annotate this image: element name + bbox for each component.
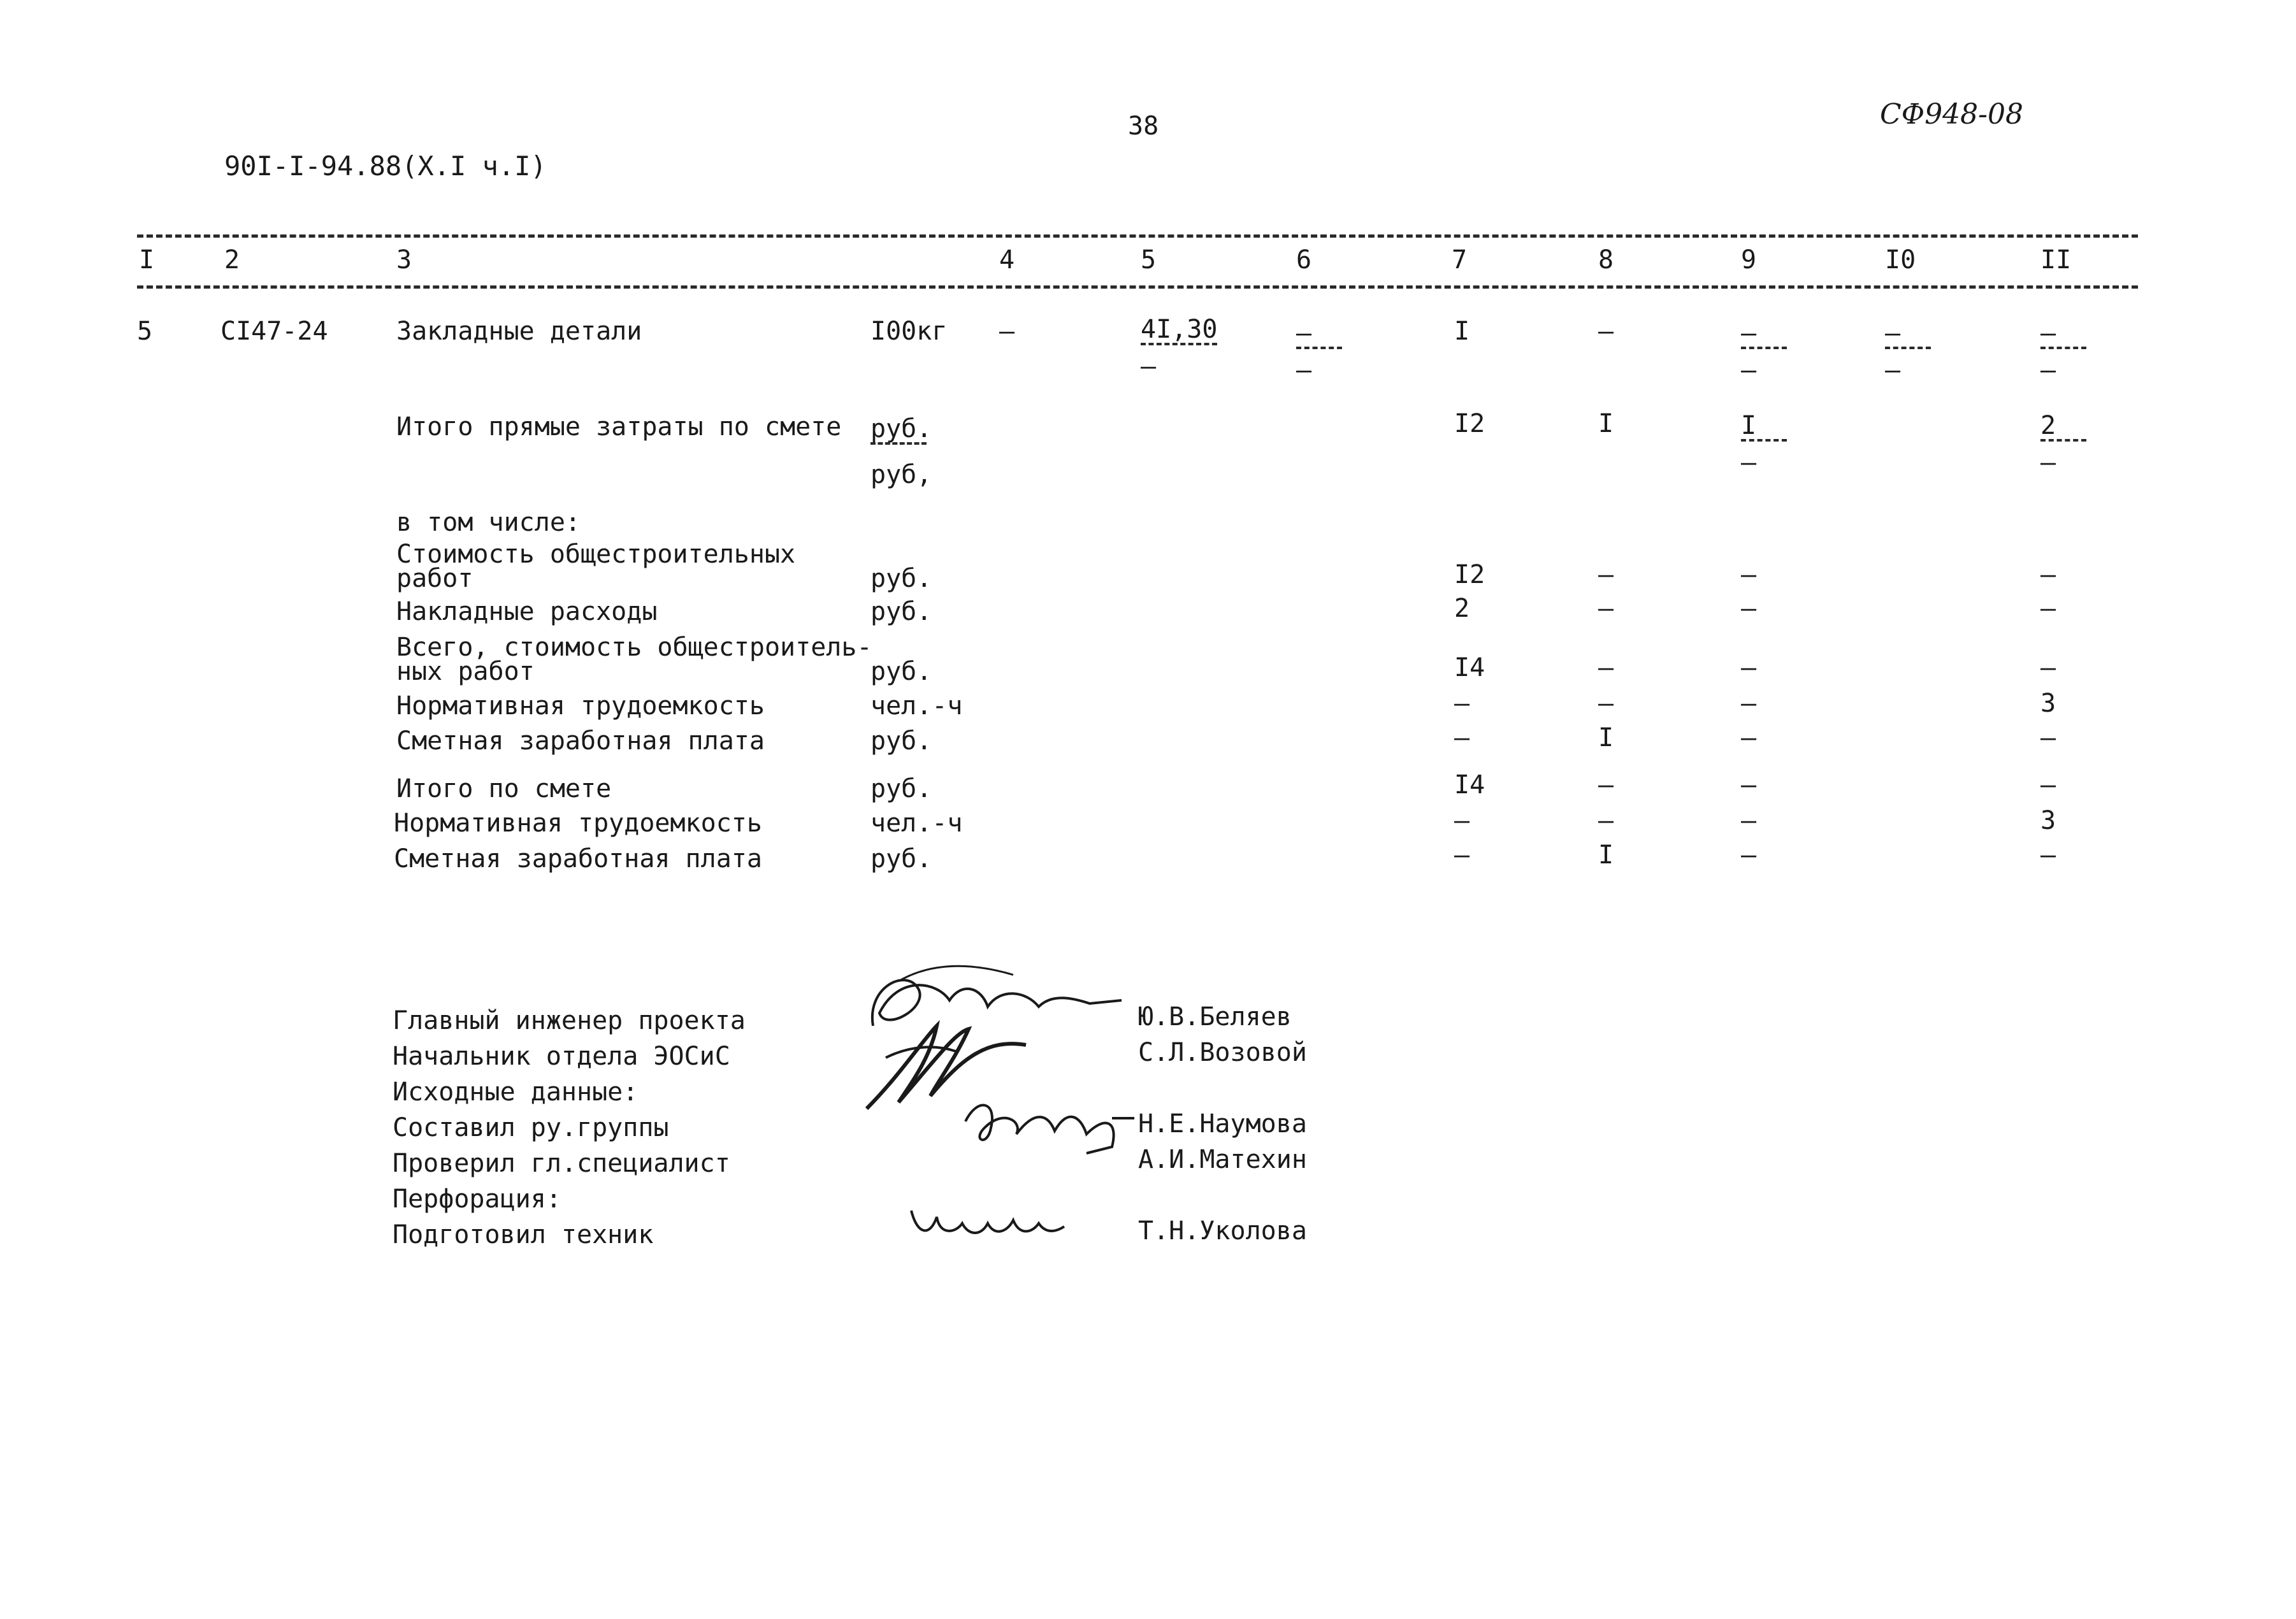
header-bottom-rule: [137, 285, 2138, 289]
handwritten-signature-3: [959, 1090, 1137, 1162]
row-col11: –: [2040, 594, 2056, 623]
signature-role: Начальник отдела ЭОСиС: [393, 1042, 730, 1071]
column-header: 5: [1141, 245, 1157, 275]
row-col11: –: [2040, 653, 2056, 682]
column-header: I: [139, 245, 155, 275]
signature-name: С.Л.Возовой: [1138, 1038, 1307, 1067]
column-header: II: [2040, 245, 2072, 275]
row-unit: руб.: [870, 726, 932, 756]
fraction-bar: [1885, 347, 1931, 349]
row-col9: –: [1741, 689, 1757, 718]
column-header: 3: [396, 245, 412, 275]
cell-col11-num: 2: [2040, 411, 2056, 440]
signature-name: Т.Н.Уколова: [1138, 1216, 1307, 1246]
cell-col7: I: [1454, 317, 1470, 346]
signature-role: Исходные данные:: [393, 1077, 639, 1107]
signature-role: Перфорация:: [393, 1184, 561, 1214]
fraction-bar: [1741, 347, 1787, 349]
row-col7: I4: [1454, 653, 1485, 682]
signature-role: Подготовил техник: [393, 1220, 654, 1249]
cell-col4: –: [999, 317, 1015, 346]
column-header: 4: [999, 245, 1015, 275]
row-label: Накладные расходы: [396, 597, 658, 626]
signature-name: А.И.Матехин: [1138, 1145, 1307, 1174]
row-col8: I: [1598, 840, 1614, 870]
row-col7: –: [1454, 723, 1470, 752]
cell-col11-num: –: [2040, 319, 2056, 348]
cell-col9-num: –: [1741, 319, 1757, 348]
signature-scribble-icon: [905, 1198, 1071, 1249]
row-col9: –: [1741, 723, 1757, 752]
cell-col6-den: –: [1296, 356, 1312, 385]
cell-col11-den: –: [2040, 356, 2056, 385]
row-label: Всего, стоимость общестроитель-: [396, 633, 872, 662]
column-header: 7: [1452, 245, 1468, 275]
fraction-bar: [1741, 439, 1787, 442]
fraction-bar: [1296, 347, 1342, 349]
archive-stamp: СФ948-08: [1880, 98, 2024, 131]
row-unit: руб.: [870, 657, 932, 686]
signature-scribble-icon: [959, 1090, 1137, 1160]
row-label: Сметная заработная плата: [394, 844, 762, 874]
cell-col9-den: –: [1741, 356, 1757, 385]
row-col7: –: [1454, 806, 1470, 835]
including-label: в том числе:: [396, 508, 581, 537]
handwritten-signature-4: [905, 1198, 1071, 1251]
row-col8: –: [1598, 806, 1614, 835]
fraction-bar: [1141, 343, 1217, 345]
row-col7: I2: [1454, 560, 1485, 589]
column-header: 9: [1741, 245, 1757, 275]
fraction-bar: [870, 442, 927, 445]
row-label: Нормативная трудоемкость: [394, 809, 762, 838]
page-number: 38: [1128, 112, 1159, 141]
row-col11: –: [2040, 840, 2056, 870]
row-col9: –: [1741, 806, 1757, 835]
row-unit: руб.: [870, 774, 932, 803]
row-label-cont: ных работ: [396, 657, 535, 686]
row-label: Нормативная трудоемкость: [396, 691, 765, 721]
row-label: Итого по смете: [396, 774, 612, 803]
row-col9: –: [1741, 770, 1757, 800]
row-col7: I4: [1454, 770, 1485, 800]
cell-col10-den: –: [1885, 356, 1901, 385]
column-header: I0: [1885, 245, 1916, 275]
cell-col11-den: –: [2040, 448, 2056, 477]
row-col9: –: [1741, 840, 1757, 870]
row-col11: 3: [2040, 689, 2056, 718]
document-code: 90I-I-94.88(X.I ч.I): [224, 150, 547, 182]
row-unit: руб.: [870, 844, 932, 874]
cell-no: 5: [137, 317, 153, 346]
signature-role: Главный инженер проекта: [393, 1006, 746, 1035]
signature-role: Проверил гл.специалист: [393, 1149, 730, 1178]
cell-col6-num: –: [1296, 319, 1312, 348]
signature-name: Н.Е.Наумова: [1138, 1109, 1307, 1139]
header-top-rule: [137, 234, 2138, 238]
row-col9: –: [1741, 560, 1757, 589]
row-unit: руб.: [870, 564, 932, 593]
signature-role: Составил ру.группы: [393, 1113, 669, 1142]
column-header: 6: [1296, 245, 1312, 275]
row-col11: –: [2040, 723, 2056, 752]
signature-name: Ю.В.Беляев: [1138, 1002, 1292, 1032]
row-col11: 3: [2040, 806, 2056, 835]
row-unit: чел.-ч: [870, 691, 963, 721]
cell-col7: I2: [1454, 409, 1485, 438]
row-col7: –: [1454, 689, 1470, 718]
cell-unit-den: руб,: [870, 460, 932, 489]
cell-code: СI47-24: [220, 317, 328, 346]
column-header: 8: [1598, 245, 1614, 275]
row-col8: –: [1598, 689, 1614, 718]
row-col8: –: [1598, 653, 1614, 682]
cell-name: Закладные детали: [396, 317, 642, 346]
fraction-bar: [2040, 347, 2086, 349]
row-label: Стоимость общестроительных: [396, 540, 796, 569]
column-header: 2: [224, 245, 240, 275]
fraction-bar: [2040, 439, 2086, 442]
row-label: Сметная заработная плата: [396, 726, 765, 756]
cell-col8: I: [1598, 409, 1614, 438]
cell-col5-den: –: [1141, 352, 1157, 381]
row-col7: 2: [1454, 594, 1470, 623]
row-col7: –: [1454, 840, 1470, 870]
cell-unit-num: руб.: [870, 414, 932, 443]
cell-label: Итого прямые затраты по смете: [396, 412, 842, 442]
row-unit: руб.: [870, 597, 932, 626]
cell-unit: I00кг: [870, 317, 948, 346]
row-col8: –: [1598, 594, 1614, 623]
row-label-cont: работ: [396, 564, 473, 593]
row-col9: –: [1741, 594, 1757, 623]
row-unit: чел.-ч: [870, 809, 963, 838]
row-col8: I: [1598, 723, 1614, 752]
cell-col9-num: I: [1741, 411, 1757, 440]
row-col8: –: [1598, 770, 1614, 800]
row-col11: –: [2040, 560, 2056, 589]
cell-col9-den: –: [1741, 448, 1757, 477]
cell-col8: –: [1598, 317, 1614, 346]
row-col9: –: [1741, 653, 1757, 682]
row-col11: –: [2040, 770, 2056, 800]
cell-col5-num: 4I,30: [1141, 315, 1218, 344]
cell-col10-num: –: [1885, 319, 1901, 348]
row-col8: –: [1598, 560, 1614, 589]
